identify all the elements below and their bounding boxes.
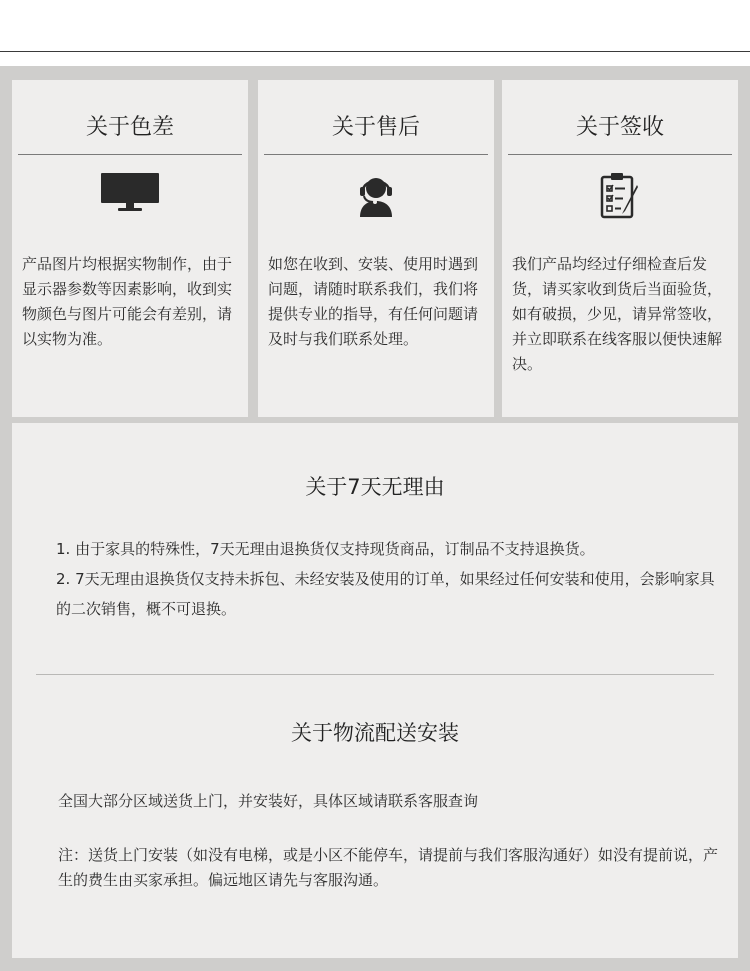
return-policy-title: 关于7天无理由 (305, 475, 445, 499)
headset-agent-icon (258, 172, 494, 222)
card-title: 关于色差 (85, 115, 174, 140)
delivery-title: 关于物流配送安装 (291, 721, 459, 745)
card-divider (18, 154, 242, 155)
color-difference-card (12, 80, 248, 417)
policy-panel (12, 423, 738, 958)
card-title: 关于售后 (331, 115, 420, 140)
card-title: 关于签收 (575, 115, 664, 140)
monitor-icon (12, 172, 248, 222)
delivery-note: 注：送货上门安装（如没有电梯，或是小区不能停车，请提前与我们客服沟通好）如没有提前说，产生的费生由买家承担。偏远地区请先与客服沟通。 (58, 846, 719, 889)
card-divider (264, 154, 488, 155)
after-sales-card (258, 80, 494, 417)
card-text: 产品图片均根据实物制作，由于显示器参数等因素影响，收到实物颜色与图片可能会有差别，请以实物为准。 (22, 255, 233, 348)
list-item: 2. 7天无理由退换货仅支持未拆包、未经安装及使用的订单，如果经过任何安装和使用，会影响家具的二次销售，概不可退换。 (56, 570, 715, 618)
return-policy-list (56, 534, 718, 624)
card-divider (508, 154, 732, 155)
card-text: 如您在收到、安装、使用时遇到问题，请随时联系我们，我们将提供专业的指导，有任何问题请及时与我们联系处理。 (268, 255, 479, 348)
delivery-paragraph: 全国大部分区域送货上门，并安装好，具体区域请联系客服查询 (58, 792, 479, 810)
card-text: 我们产品均经过仔细检查后发货，请买家收到货后当面验货，如有破损，少见，请异常签收，并立即联系在线客服以便快速解决。 (512, 255, 723, 373)
top-rule (0, 51, 750, 52)
delivery-signoff-card (502, 80, 738, 417)
list-item: 1. 由于家具的特殊性，7天无理由退换货仅支持现货商品，订制品不支持退换货。 (56, 540, 595, 558)
section-divider (36, 674, 714, 675)
top-margin (0, 0, 750, 52)
checklist-clipboard-icon (502, 172, 738, 222)
